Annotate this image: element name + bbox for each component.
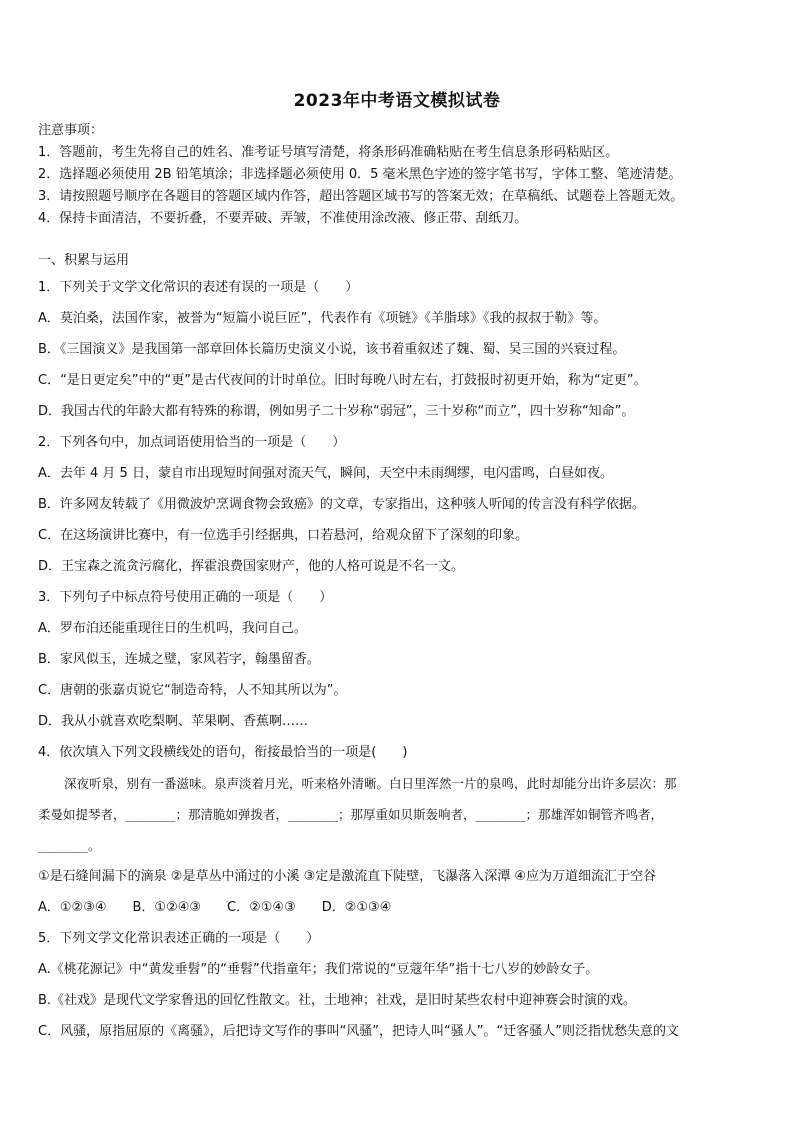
question-stem: 2．下列各句中，加点词语使用恰当的一项是（ ） xyxy=(38,435,346,450)
question-option: B.《社戏》是现代文学家鲁迅的回忆性散文。社，土地神；社戏，是旧时某些农村中迎神赛会时演的戏。 xyxy=(38,993,637,1008)
question-option: C．风骚，原指屈原的《离骚》，后把诗文写作的事叫“风骚”，把诗人叫“骚人”。“迁客骚人”则泛指忧愁失意的文 xyxy=(38,1024,679,1039)
passage-line: 深夜听泉，别有一番滋味。泉声淡着月光，听来格外清晰。白日里浑然一片的泉鸣，此时却能分出许多层次：那 xyxy=(64,776,677,791)
notice-item: 3．请按照题号顺序在各题目的答题区域内作答，超出答题区域书写的答案无效；在草稿纸、试题卷上答题无效。 xyxy=(38,189,684,204)
question-option: A．莫泊桑，法国作家，被誉为“短篇小说巨匠”，代表作有《项链》《羊脂球》《我的叔叔于勒》等。 xyxy=(38,311,607,326)
passage-line: 柔曼如提琴者，________；那清脆如弹拨者，________；那厚重如贝斯轰响者，________；那雄浑如铜管齐鸣者， xyxy=(38,807,664,822)
notice-item: 1．答题前，考生先将自己的姓名、准考证号填写清楚，将条形码准确粘贴在考生信息条形码粘贴区。 xyxy=(38,145,619,160)
question-option: B．《三国演义》是我国第一部章回体长篇历史演义小说，该书着重叙述了魏、蜀、吴三国的兴衰过程。 xyxy=(38,342,626,357)
question-stem: 1．下列关于文学文化常识的表述有误的一项是（ ） xyxy=(38,280,359,295)
notice-item: 2．选择题必须使用 2B 铅笔填涂；非选择题必须使用 0．5 毫米黑色字迹的签字笔书写，字体工整、笔迹清楚。 xyxy=(38,167,682,182)
question-options-inline: A．①②③④ B．①②④③ C．②①④③ D．②①③④ xyxy=(38,900,392,915)
notice-heading: 注意事项： xyxy=(38,123,104,138)
question-stem: 3．下列句子中标点符号使用正确的一项是（ ） xyxy=(38,590,333,605)
question-option: D．王宝森之流贪污腐化，挥霍浪费国家财产，他的人格可说是不名一文。 xyxy=(38,559,465,574)
passage-line: ________。 xyxy=(38,838,101,853)
question-option: C．“是日更定矣”中的“更”是古代夜间的计时单位。旧时每晚八时左右，打鼓报时初更开始，称为“定更”。 xyxy=(38,373,647,388)
choice-list: ①是石缝间漏下的滴泉 ②是草丛中涌过的小溪 ③定是激流直下陡壁，飞瀑落入深潭 ④应为万道细流汇于空谷 xyxy=(38,869,657,884)
question-option: D．我国古代的年龄大都有特殊的称谓，例如男子二十岁称“弱冠”，三十岁称“而立”，四十岁称“知命”。 xyxy=(38,404,635,419)
question-stem: 4．依次填入下列文段横线处的语句，衔接最恰当的一项是( ) xyxy=(38,745,408,760)
page-title: 2023年中考语文模拟试卷 xyxy=(293,91,501,111)
notice-item: 4．保持卡面清洁，不要折叠，不要弄破、弄皱，不准使用涂改液、修正带、刮纸刀。 xyxy=(38,211,528,226)
question-option: A.《桃花源记》中“黄发垂髫”的“垂髫”代指童年；我们常说的“豆蔻年华”指十七八岁的妙龄女子。 xyxy=(38,962,599,977)
question-option: D．我从小就喜欢吃梨啊、苹果啊、香蕉啊…… xyxy=(38,714,309,729)
question-option: A．去年 4 月 5 日，蒙自市出现短时间强对流天气，瞬间，天空中未雨绸缪，电闪雷鸣，白昼如夜。 xyxy=(38,466,613,481)
question-option: B．许多网友转载了《用微波炉烹调食物会致癌》的文章，专家指出，这种骇人听闻的传言没有科学依据。 xyxy=(38,497,645,512)
section-heading: 一、积累与运用 xyxy=(38,253,130,268)
question-option: B．家风似玉，连城之璧，家风若字，翰墨留香。 xyxy=(38,652,320,667)
question-option: C．在这场演讲比赛中，有一位选手引经据典，口若悬河，给观众留下了深刻的印象。 xyxy=(38,528,529,543)
question-option: A．罗布泊还能重现往日的生机吗，我问自己。 xyxy=(38,621,307,636)
question-option: C．唐朝的张嘉贞说它“制造奇特，人不知其所以为”。 xyxy=(38,683,347,698)
question-stem: 5．下列文学文化常识表述正确的一项是（ ） xyxy=(38,931,320,946)
